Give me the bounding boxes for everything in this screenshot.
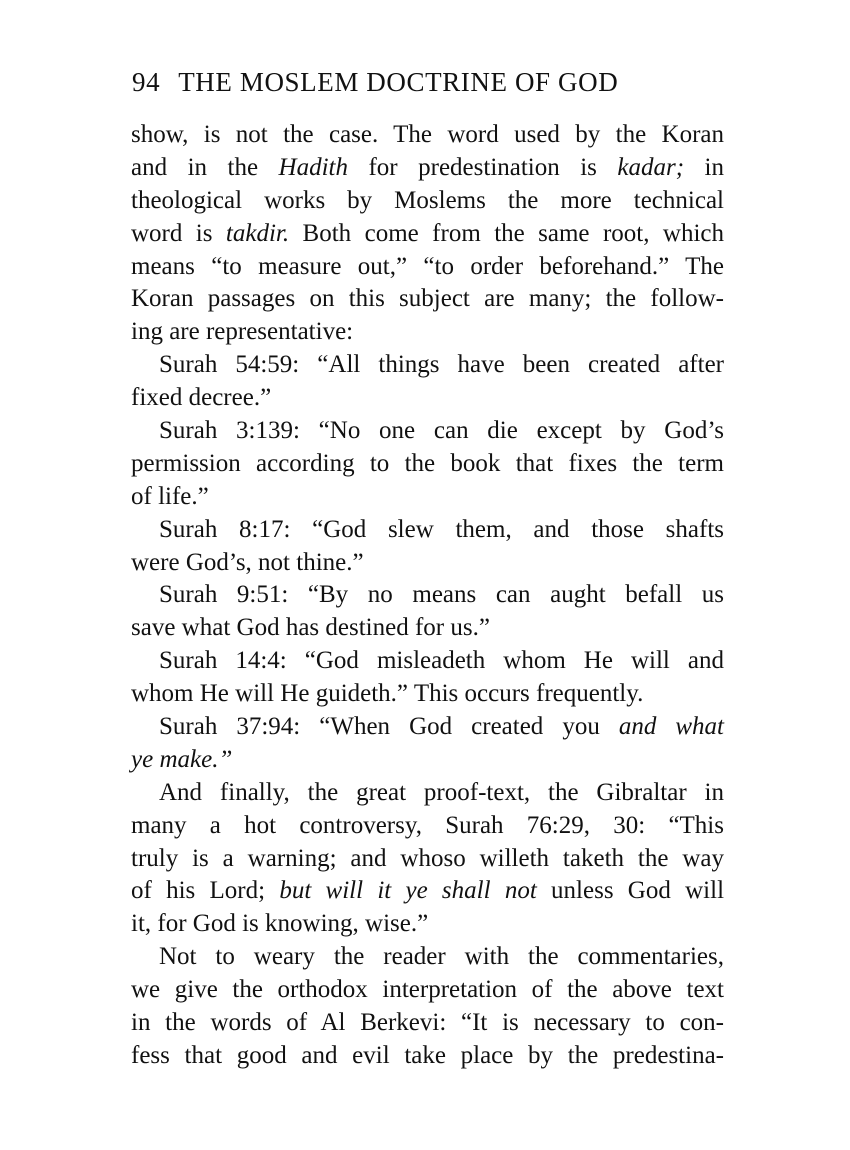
text-segment: theological works by Moslems the more technical	[131, 186, 724, 214]
text-segment: show, is not the case. The word used by the Koran	[131, 121, 724, 148]
text-line	[131, 218, 724, 251]
text-line	[131, 547, 724, 580]
text-line	[131, 645, 724, 678]
text-segment: in the words of Al Berkevi: “It is necessary to con-	[131, 1009, 724, 1037]
text-segment: unless God will	[536, 877, 725, 905]
text-segment: permission according to the book that fixes the term	[131, 449, 724, 477]
text-line	[131, 251, 724, 284]
text-segment: of life.”	[131, 482, 209, 510]
text-segment: many a hot controversy, Surah 76:29, 30: “This	[131, 811, 724, 839]
text-line	[131, 382, 724, 415]
text-line	[131, 152, 724, 185]
text-segment: Surah 9:51: “By no means can aught befall us	[159, 581, 724, 609]
text-line	[131, 974, 724, 1007]
text-line	[131, 1040, 724, 1073]
text-line	[131, 283, 724, 316]
text-segment: truly is a warning; and whoso willeth taketh the way	[131, 844, 724, 872]
text-line	[131, 810, 724, 843]
running-title: THE MOSLEM DOCTRINE OF GOD	[178, 67, 619, 97]
text-line	[131, 941, 724, 974]
italic-text: takdir.	[225, 219, 290, 247]
text-line	[131, 185, 724, 218]
text-segment: word is	[131, 219, 226, 247]
text-segment: save what God has destined for us.”	[131, 614, 490, 642]
text-segment: Surah 54:59: “All things have been created after	[159, 351, 724, 379]
italic-text: Hadith	[278, 153, 348, 181]
text-line	[131, 843, 724, 876]
text-segment: we give the orthodox interpretation of the above text	[131, 976, 724, 1004]
text-line	[131, 744, 724, 777]
text-line	[131, 481, 724, 514]
text-line	[131, 349, 724, 382]
text-line	[131, 678, 724, 711]
page-number: 94	[132, 67, 161, 97]
text-line	[131, 448, 724, 481]
text-line	[131, 514, 724, 547]
text-line	[131, 119, 724, 152]
text-line	[131, 612, 724, 645]
text-segment: means “to measure out,” “to order beforehand.” The	[131, 252, 724, 280]
text-line	[131, 777, 724, 810]
text-segment: in	[684, 153, 724, 181]
text-segment: Surah 8:17: “God slew them, and those shafts	[159, 515, 724, 543]
text-segment: whom He will He guideth.” This occurs frequently.	[131, 680, 644, 708]
italic-text: and what	[618, 713, 725, 741]
text-line	[131, 711, 724, 744]
text-segment: fess that good and evil take place by the predestina-	[131, 1041, 724, 1069]
text-segment: and in the	[131, 153, 279, 181]
text-segment: Both come from the same root, which	[289, 219, 724, 247]
text-line	[131, 579, 724, 612]
text-segment: ing are representative:	[131, 318, 354, 346]
text-segment: Not to weary the reader with the commentaries,	[159, 943, 724, 971]
text-line	[131, 875, 724, 908]
text-line	[131, 415, 724, 448]
body-text	[131, 119, 724, 1073]
italic-text: ye make.”	[131, 745, 233, 773]
text-segment: Koran passages on this subject are many; the follow-	[131, 285, 724, 313]
text-segment: of his Lord;	[131, 877, 280, 905]
text-segment: for predestination is	[348, 153, 618, 181]
italic-text: but will it ye shall not	[279, 877, 537, 905]
text-line	[131, 1007, 724, 1040]
text-segment: And finally, the great proof-text, the Gibraltar in	[159, 778, 724, 806]
text-segment: Surah 3:139: “No one can die except by God’s	[159, 417, 724, 445]
text-segment: it, for God is knowing, wise.”	[131, 910, 429, 938]
text-segment: Surah 14:4: “God misleadeth whom He will and	[159, 647, 724, 675]
text-segment: were God’s, not thine.”	[131, 548, 364, 576]
text-segment: Surah 37:94: “When God created you	[159, 713, 619, 741]
running-header	[132, 67, 732, 107]
text-line	[131, 316, 724, 349]
text-segment: fixed decree.”	[131, 384, 272, 412]
text-line	[131, 908, 724, 941]
italic-text: kadar;	[617, 153, 685, 181]
